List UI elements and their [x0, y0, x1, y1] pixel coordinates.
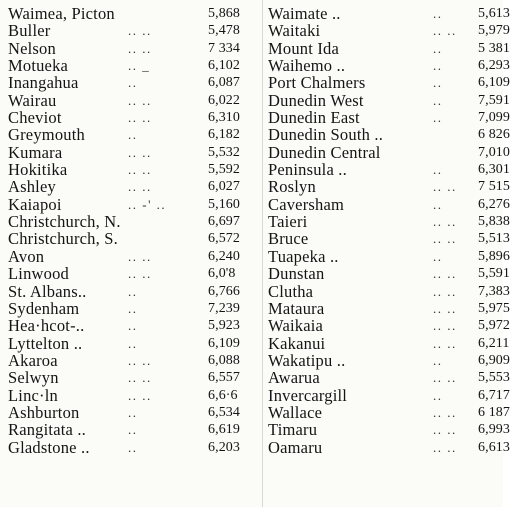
- electorate-value: 6 187: [478, 404, 510, 420]
- electorate-value: 6,557: [208, 370, 240, 386]
- electorate-name: Wakatipu ..: [268, 350, 346, 370]
- electorate-value: 6,301: [478, 162, 510, 178]
- leader-dots: .. ..: [433, 422, 457, 438]
- electorate-value: 5,613: [478, 6, 510, 21]
- electorate-value: 6,088: [208, 352, 240, 368]
- leader-dots: ..: [128, 127, 138, 143]
- electorate-name: Waikaia: [268, 316, 324, 336]
- leader-dots: ..: [433, 75, 443, 91]
- table-row: [268, 352, 518, 369]
- electorate-value: 5,532: [208, 144, 240, 160]
- electorate-name: Ashley: [8, 177, 56, 197]
- table-row: [268, 196, 518, 213]
- table-row: [268, 439, 518, 456]
- leader-dots: .. _: [128, 58, 151, 74]
- table-row: [8, 230, 266, 247]
- leader-dots: ..: [433, 248, 443, 264]
- electorate-name: Waitaki: [268, 21, 321, 41]
- electorate-name: Dunedin East: [268, 108, 360, 128]
- electorate-value: 6,613: [478, 439, 510, 455]
- table-row: [8, 248, 266, 265]
- table-row: [8, 22, 266, 39]
- leader-dots: .. -' ..: [128, 196, 167, 212]
- leader-dots: ..: [128, 283, 138, 299]
- leader-dots: .. ..: [433, 283, 457, 299]
- leader-dots: .. ..: [433, 404, 457, 420]
- electorate-value: 6,717: [478, 387, 510, 403]
- leader-dots: .. ..: [128, 266, 152, 282]
- table-row: [268, 22, 518, 39]
- electorate-value: 6,697: [208, 214, 240, 230]
- electorate-name: Dunstan: [268, 264, 325, 284]
- leader-dots: ..: [128, 300, 138, 316]
- electorate-value: 7 334: [208, 40, 240, 56]
- leader-dots: .. ..: [433, 179, 457, 195]
- table-row: [8, 421, 266, 438]
- left-column: [8, 5, 266, 456]
- leader-dots: ..: [128, 439, 138, 455]
- leader-dots: .. ..: [128, 352, 152, 368]
- electorate-value: 5,553: [478, 370, 510, 386]
- table-row: [8, 161, 266, 178]
- table-row: [268, 265, 518, 282]
- table-row: [8, 196, 266, 213]
- table-row: [268, 57, 518, 74]
- leader-dots: ..: [128, 335, 138, 351]
- table-row: [8, 283, 266, 300]
- leader-dots: .. ..: [433, 439, 457, 455]
- table-row: [8, 265, 266, 282]
- leader-dots: ..: [128, 404, 138, 420]
- electorate-name: Roslyn: [268, 177, 316, 197]
- table-row: [8, 213, 266, 230]
- electorate-name: Buller: [8, 21, 51, 41]
- electorate-value: 6,022: [208, 92, 240, 108]
- electorate-value: 5,896: [478, 248, 510, 264]
- electorate-value: 5,160: [208, 196, 240, 212]
- table-row: [268, 421, 518, 438]
- leader-dots: ..: [128, 318, 138, 334]
- electorate-value: 6,240: [208, 248, 240, 264]
- electorate-value: 6,027: [208, 179, 240, 195]
- electorate-value: 5 381: [478, 40, 510, 56]
- table-row: [268, 230, 518, 247]
- leader-dots: .. ..: [433, 231, 457, 247]
- electorate-value: 6,0'8: [208, 266, 236, 282]
- electorate-name: Wallace: [268, 402, 323, 422]
- electorate-value: 6,102: [208, 58, 240, 74]
- electorate-name: Tuapeka ..: [268, 246, 339, 266]
- electorate-name: Cheviot: [8, 108, 62, 128]
- electorate-name: Motueka: [8, 56, 69, 76]
- electorate-value: 6,572: [208, 231, 240, 247]
- electorate-value: 5,979: [478, 23, 510, 39]
- leader-dots: ..: [128, 75, 138, 91]
- electorate-name: Gladstone ..: [8, 437, 90, 457]
- electorate-name: Linc·ln: [8, 385, 58, 405]
- leader-dots: ..: [433, 110, 443, 126]
- electorate-value: 7,099: [478, 110, 510, 126]
- leader-dots: ..: [433, 387, 443, 403]
- table-row: [268, 283, 518, 300]
- electorate-value: 6,182: [208, 127, 240, 143]
- electorate-name: Clutha: [268, 281, 314, 301]
- electorate-value: 5,513: [478, 231, 510, 247]
- electorate-value: 7,010: [478, 144, 510, 160]
- leader-dots: .. ..: [433, 370, 457, 386]
- electorate-name: Nelson: [8, 38, 56, 58]
- electorate-name: Ashburton: [8, 402, 80, 422]
- table-row: [8, 5, 266, 22]
- table-row: [268, 126, 518, 143]
- leader-dots: .. ..: [128, 40, 152, 56]
- leader-dots: ..: [433, 196, 443, 212]
- table-row: [8, 126, 266, 143]
- table-row: [8, 92, 266, 109]
- table-row: [8, 109, 266, 126]
- electorate-value: 6,766: [208, 283, 240, 299]
- electorate-name: Akaroa: [8, 350, 58, 370]
- electorate-value: 5,868: [208, 6, 240, 21]
- leader-dots: .. ..: [433, 300, 457, 316]
- leader-dots: .. ..: [128, 144, 152, 160]
- electorate-value: 7,591: [478, 92, 510, 108]
- leader-dots: .. ..: [128, 370, 152, 386]
- electorate-value: 6 826: [478, 127, 510, 143]
- electorate-value: 6,211: [478, 335, 510, 351]
- electorate-value: 6,293: [478, 58, 510, 74]
- electorate-name: Timaru: [268, 420, 318, 440]
- electorate-name: Mataura: [268, 298, 325, 318]
- electorate-name: Kaiapoi: [8, 194, 62, 214]
- electorate-name: Hea·hcot-..: [8, 316, 85, 336]
- electorate-value: 6,276: [478, 196, 510, 212]
- leader-dots: .. ..: [128, 162, 152, 178]
- table-row: [268, 92, 518, 109]
- electorate-name: Caversham: [268, 194, 345, 214]
- table-row: [268, 387, 518, 404]
- leader-dots: ..: [433, 352, 443, 368]
- electorate-name: Sydenham: [8, 298, 80, 318]
- leader-dots: .. ..: [433, 335, 457, 351]
- leader-dots: .. ..: [128, 110, 152, 126]
- leader-dots: ..: [433, 162, 443, 178]
- electorate-value: 7,239: [208, 300, 240, 316]
- table-row: [8, 57, 266, 74]
- electorate-name: Linwood: [8, 264, 69, 284]
- electorate-name: Waimea, Picton: [8, 4, 115, 23]
- electorate-value: 6,087: [208, 75, 240, 91]
- table-row: [268, 5, 518, 22]
- leader-dots: .. ..: [433, 318, 457, 334]
- electorate-value: 6,310: [208, 110, 240, 126]
- table-row: [8, 404, 266, 421]
- electorate-name: Taieri: [268, 212, 308, 232]
- right-column: [268, 5, 518, 456]
- table-row: [8, 335, 266, 352]
- electorate-value: 7,383: [478, 283, 510, 299]
- leader-dots: .. ..: [128, 23, 152, 39]
- table-row: [268, 40, 518, 57]
- table-row: [268, 248, 518, 265]
- electorate-name: Greymouth: [8, 125, 85, 145]
- leader-dots: ..: [433, 58, 443, 74]
- table-row: [268, 300, 518, 317]
- electorate-name: Waihemo ..: [268, 56, 346, 76]
- electorate-name: Rangitata ..: [8, 420, 87, 440]
- electorate-value: 5,923: [208, 318, 240, 334]
- leader-dots: .. ..: [433, 214, 457, 230]
- electorate-name: Dunedin West: [268, 90, 364, 110]
- electorate-name: Waimate ..: [268, 4, 341, 23]
- electorate-name: Christchurch, S.: [8, 229, 118, 249]
- table-row: [8, 300, 266, 317]
- electorate-name: Avon: [8, 246, 45, 266]
- table-row: [268, 369, 518, 386]
- electorate-value: 5,478: [208, 23, 240, 39]
- table-row: [268, 74, 518, 91]
- electorate-name: Port Chalmers: [268, 73, 366, 93]
- electorate-name: Invercargill: [268, 385, 348, 405]
- electorate-name: Oamaru: [268, 437, 323, 457]
- table-row: [268, 317, 518, 334]
- table-row: [268, 335, 518, 352]
- leader-dots: .. ..: [433, 266, 457, 282]
- electorate-name: Wairau: [8, 90, 57, 110]
- electorate-value: 5,838: [478, 214, 510, 230]
- electorate-value: 6,909: [478, 352, 510, 368]
- electorate-name: Dunedin Central: [268, 142, 381, 162]
- leader-dots: .. ..: [128, 248, 152, 264]
- electorate-value: 7 515: [478, 179, 510, 195]
- electorate-name: Kumara: [8, 142, 63, 162]
- leader-dots: ..: [433, 92, 443, 108]
- electorate-name: Selwyn: [8, 368, 59, 388]
- electorate-name: Awarua: [268, 368, 320, 388]
- electorate-value: 6,619: [208, 422, 240, 438]
- table-row: [268, 144, 518, 161]
- leader-dots: ..: [433, 40, 443, 56]
- electorate-name: Christchurch, N.: [8, 212, 121, 232]
- electorate-value: 6,109: [208, 335, 240, 351]
- leader-dots: .. ..: [433, 23, 457, 39]
- electorate-name: Bruce: [268, 229, 309, 249]
- electorate-name: Peninsula ..: [268, 160, 347, 180]
- table-row: [8, 387, 266, 404]
- electorate-value: 6,109: [478, 75, 510, 91]
- electorate-value: 5,592: [208, 162, 240, 178]
- electorate-name: Mount Ida: [268, 38, 339, 58]
- table-row: [268, 161, 518, 178]
- electorate-value: 6,203: [208, 439, 240, 455]
- table-row: [8, 369, 266, 386]
- table-row: [8, 144, 266, 161]
- table-row: [268, 213, 518, 230]
- table-row: [8, 40, 266, 57]
- electorate-value: 6,6·6: [208, 387, 238, 403]
- electorate-value: 5,975: [478, 300, 510, 316]
- leader-dots: .. ..: [128, 387, 152, 403]
- table-row: [8, 352, 266, 369]
- electorate-name: Inangahua: [8, 73, 79, 93]
- table-row: [8, 74, 266, 91]
- electorate-name: St. Albans..: [8, 281, 87, 301]
- table-row: [8, 317, 266, 334]
- electorate-name: Dunedin South ..: [268, 125, 384, 145]
- table-row: [8, 178, 266, 195]
- table-row: [8, 439, 266, 456]
- leader-dots: ..: [128, 422, 138, 438]
- electorate-value: 5,972: [478, 318, 510, 334]
- electorate-value: 6,993: [478, 422, 510, 438]
- electorate-value: 6,534: [208, 404, 240, 420]
- electorate-name: Lyttelton ..: [8, 333, 83, 353]
- table-row: [268, 178, 518, 195]
- leader-dots: ..: [433, 6, 443, 21]
- electorate-value: 5,591: [478, 266, 510, 282]
- electorate-name: Hokitika: [8, 160, 68, 180]
- electorate-name: Kakanui: [268, 333, 326, 353]
- leader-dots: .. ..: [128, 92, 152, 108]
- table-row: [268, 109, 518, 126]
- table-row: [268, 404, 518, 421]
- leader-dots: .. ..: [128, 179, 152, 195]
